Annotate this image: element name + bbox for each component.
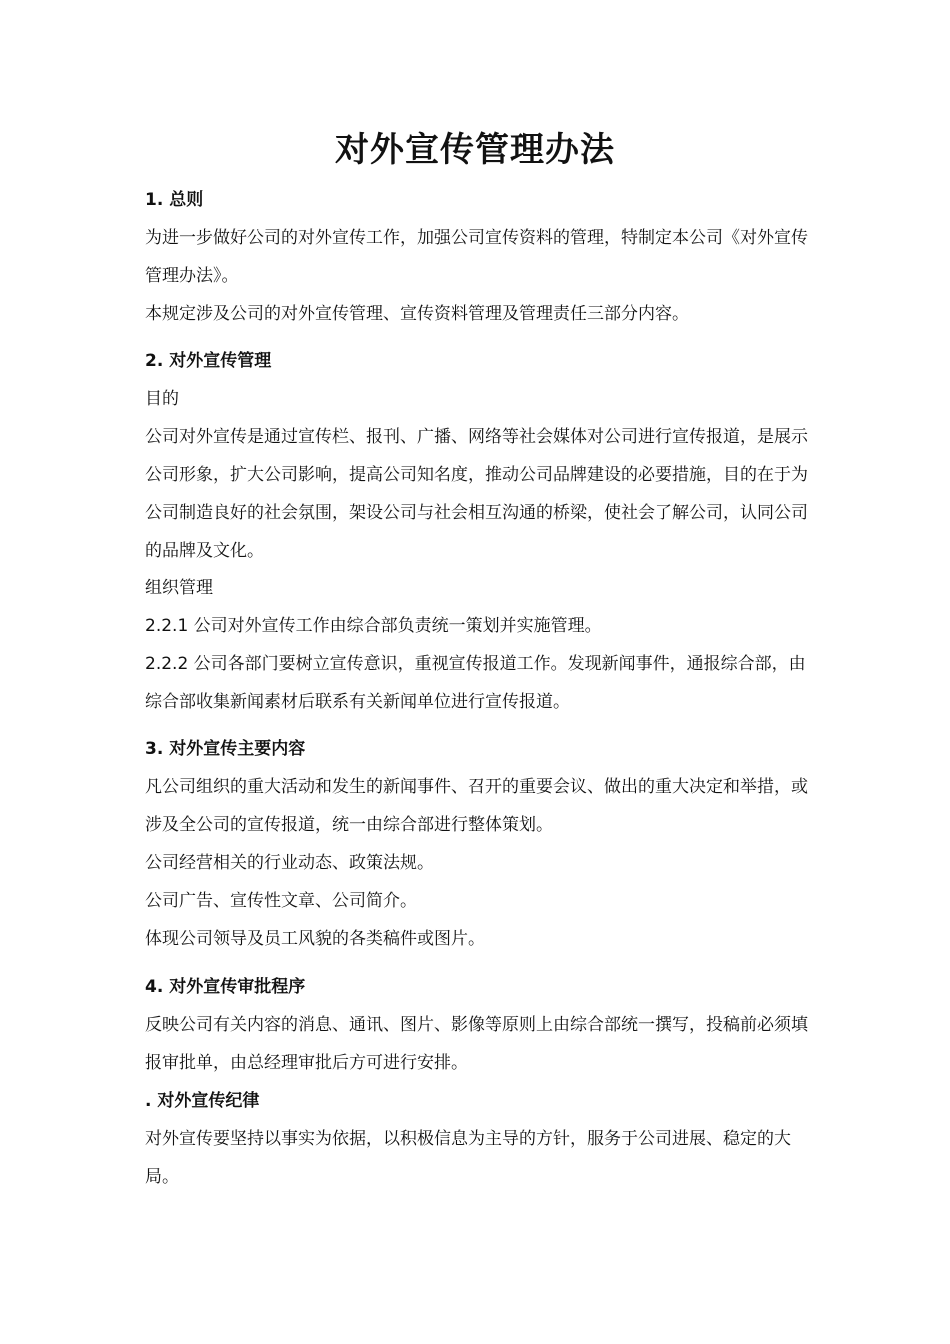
section-heading-1: 1. 总则 bbox=[145, 190, 204, 210]
section-heading-3: 3. 对外宣传主要内容 bbox=[145, 739, 306, 759]
section-1-paragraph-1: 为进一步做好公司的对外宣传工作，加强公司宣传资料的管理，特制定本公司《对外宣传管理办法》。 bbox=[145, 228, 808, 286]
section-heading-4: 4. 对外宣传审批程序 bbox=[145, 977, 306, 997]
section-3-paragraph-3: 公司广告、宣传性文章、公司简介。 bbox=[145, 891, 417, 911]
section-2-subheading-purpose: 目的 bbox=[145, 389, 179, 409]
section-2-item-2-2-1: 2.2.1 公司对外宣传工作由综合部负责统一策划并实施管理。 bbox=[145, 616, 602, 636]
section-3-paragraph-2: 公司经营相关的行业动态、政策法规。 bbox=[145, 853, 434, 873]
section-1-paragraph-2: 本规定涉及公司的对外宣传管理、宣传资料管理及管理责任三部分内容。 bbox=[145, 304, 689, 324]
section-heading-2: 2. 对外宣传管理 bbox=[145, 351, 272, 371]
section-3-paragraph-1: 凡公司组织的重大活动和发生的新闻事件、召开的重要会议、做出的重大决定和举措，或涉及全公司的宣传报道，统一由综合部进行整体策划。 bbox=[145, 777, 808, 835]
section-4-paragraph-1: 反映公司有关内容的消息、通讯、图片、影像等原则上由综合部统一撰写，投稿前必须填报审批单，由总经理审批后方可进行安排。 bbox=[145, 1015, 808, 1073]
section-heading-5: . 对外宣传纪律 bbox=[145, 1091, 260, 1111]
section-5-paragraph-1: 对外宣传要坚持以事实为依据，以积极信息为主导的方针，服务于公司进展、稳定的大局。 bbox=[145, 1129, 791, 1187]
section-3-paragraph-4: 体现公司领导及员工风貌的各类稿件或图片。 bbox=[145, 929, 485, 949]
section-2-paragraph-purpose: 公司对外宣传是通过宣传栏、报刊、广播、网络等社会媒体对公司进行宣传报道，是展示公司形象，扩大公司影响，提高公司知名度，推动公司品牌建设的必要措施，目的在于为公司制造良好的社会氛围，架设公司与社会相互沟通的桥梁，使社会了解公司，认同公司的品牌及文化。 bbox=[145, 427, 808, 561]
document-title: 对外宣传管理办法 bbox=[335, 130, 615, 170]
section-2-item-2-2-2: 2.2.2 公司各部门要树立宣传意识，重视宣传报道工作。发现新闻事件，通报综合部，由综合部收集新闻素材后联系有关新闻单位进行宣传报道。 bbox=[145, 654, 806, 712]
section-2-subheading-organization: 组织管理 bbox=[145, 578, 213, 598]
